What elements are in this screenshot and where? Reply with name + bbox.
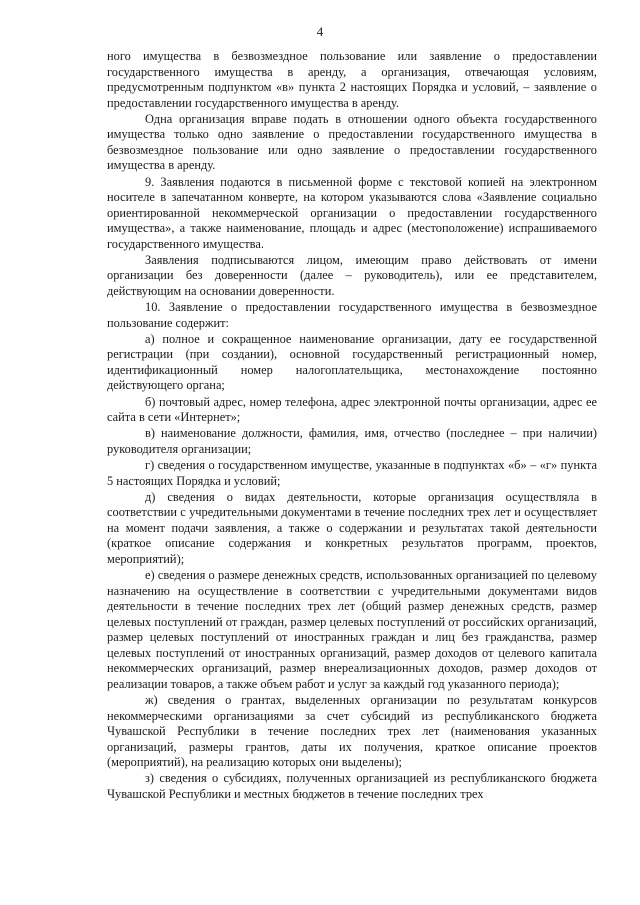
paragraph-continuation: ного имущества в безвозмездное пользование или заявление о предоставлении государственного имущества в аренду, а организация, отвечающая условиям, предусмотренным подпунктом «в» пункта 2 настоящих Порядка и условий, – заявление о предоставлении государственного имущества в аренду.	[107, 49, 597, 110]
subclause-z: з) сведения о субсидиях, полученных организацией из республиканского бюджета Чувашской Республики и местных бюджетов в течение последних трех	[107, 771, 597, 801]
paragraph-signature: Заявления подписываются лицом, имеющим право действовать от имени организации без доверенности (далее – руководитель), или ее представителем, действующим на основании доверенности.	[107, 252, 597, 298]
paragraph-clause-9: 9. Заявления подаются в письменной форме с текстовой копией на электронном носителе в запечатанном конверте, на котором указываются слова «Заявление социально ориентированной некоммерческой организации о предоставлении государственного имущества», а также наименование, площадь и адрес (местоположение) испрашиваемого государственного имущества.	[107, 174, 597, 251]
subclause-d: д) сведения о видах деятельности, которые организация осуществляла в соответствии с учредительными документами в течение последних трех лет и осуществляет на момент подачи заявления, а также о содержании и результатах такой деятельности (краткое описание содержания и конкретных результатов программ, проектов, мероприятий);	[107, 489, 597, 566]
subclause-v: в) наименование должности, фамилия, имя, отчество (последнее – при наличии) руководителя организации;	[107, 426, 597, 456]
subclause-b: б) почтовый адрес, номер телефона, адрес электронной почты организации, адрес ее сайта в сети «Интернет»;	[107, 394, 597, 425]
paragraph-one-application: Одна организация вправе подать в отношении одного объекта государственного имущества только одно заявление о предоставлении государственного имущества в безвозмездное пользование или одно заявление о предоставлении государственного имущества в аренду.	[107, 111, 597, 173]
subclause-e: е) сведения о размере денежных средств, использованных организацией по целевому назначению на осуществление в соответствии с учредительными документами видов деятельности в течение последних трех лет (общий размер денежных средств, размер целевых поступлений от граждан, размер целевых поступлений от российских организаций, размер целевых поступлений от иностранных граждан и лиц без гражданства, размер целевых поступлений от иностранных организаций, размер доходов от целевого капитала некоммерческих организаций, размер внереализационных доходов, размер доходов от реализации товаров, а также объем работ и услуг за каждый год указанного периода);	[107, 567, 597, 691]
document-body	[107, 49, 597, 803]
subclause-zh: ж) сведения о грантах, выделенных организации по результатам конкурсов некоммерческими организациями за счет субсидий из республиканского бюджета Чувашской Республики в течение последних трех лет (наименования указанных организаций, размеры грантов, даты их получения, краткое описание проектов (мероприятий), на реализацию которых они выделены);	[107, 692, 597, 770]
subclause-a: а) полное и сокращенное наименование организации, дату ее государственной регистрации (при создании), основной государственный регистрационный номер, идентификационный номер налогоплательщика, местонахождение постоянно действующего органа;	[107, 331, 597, 393]
page-number: 4	[316, 24, 324, 39]
subclause-g: г) сведения о государственном имуществе, указанные в подпунктах «б» – «г» пункта 5 настоящих Порядка и условий;	[107, 457, 597, 488]
paragraph-clause-10: 10. Заявление о предоставлении государственного имущества в безвозмездное пользование содержит:	[107, 300, 597, 330]
